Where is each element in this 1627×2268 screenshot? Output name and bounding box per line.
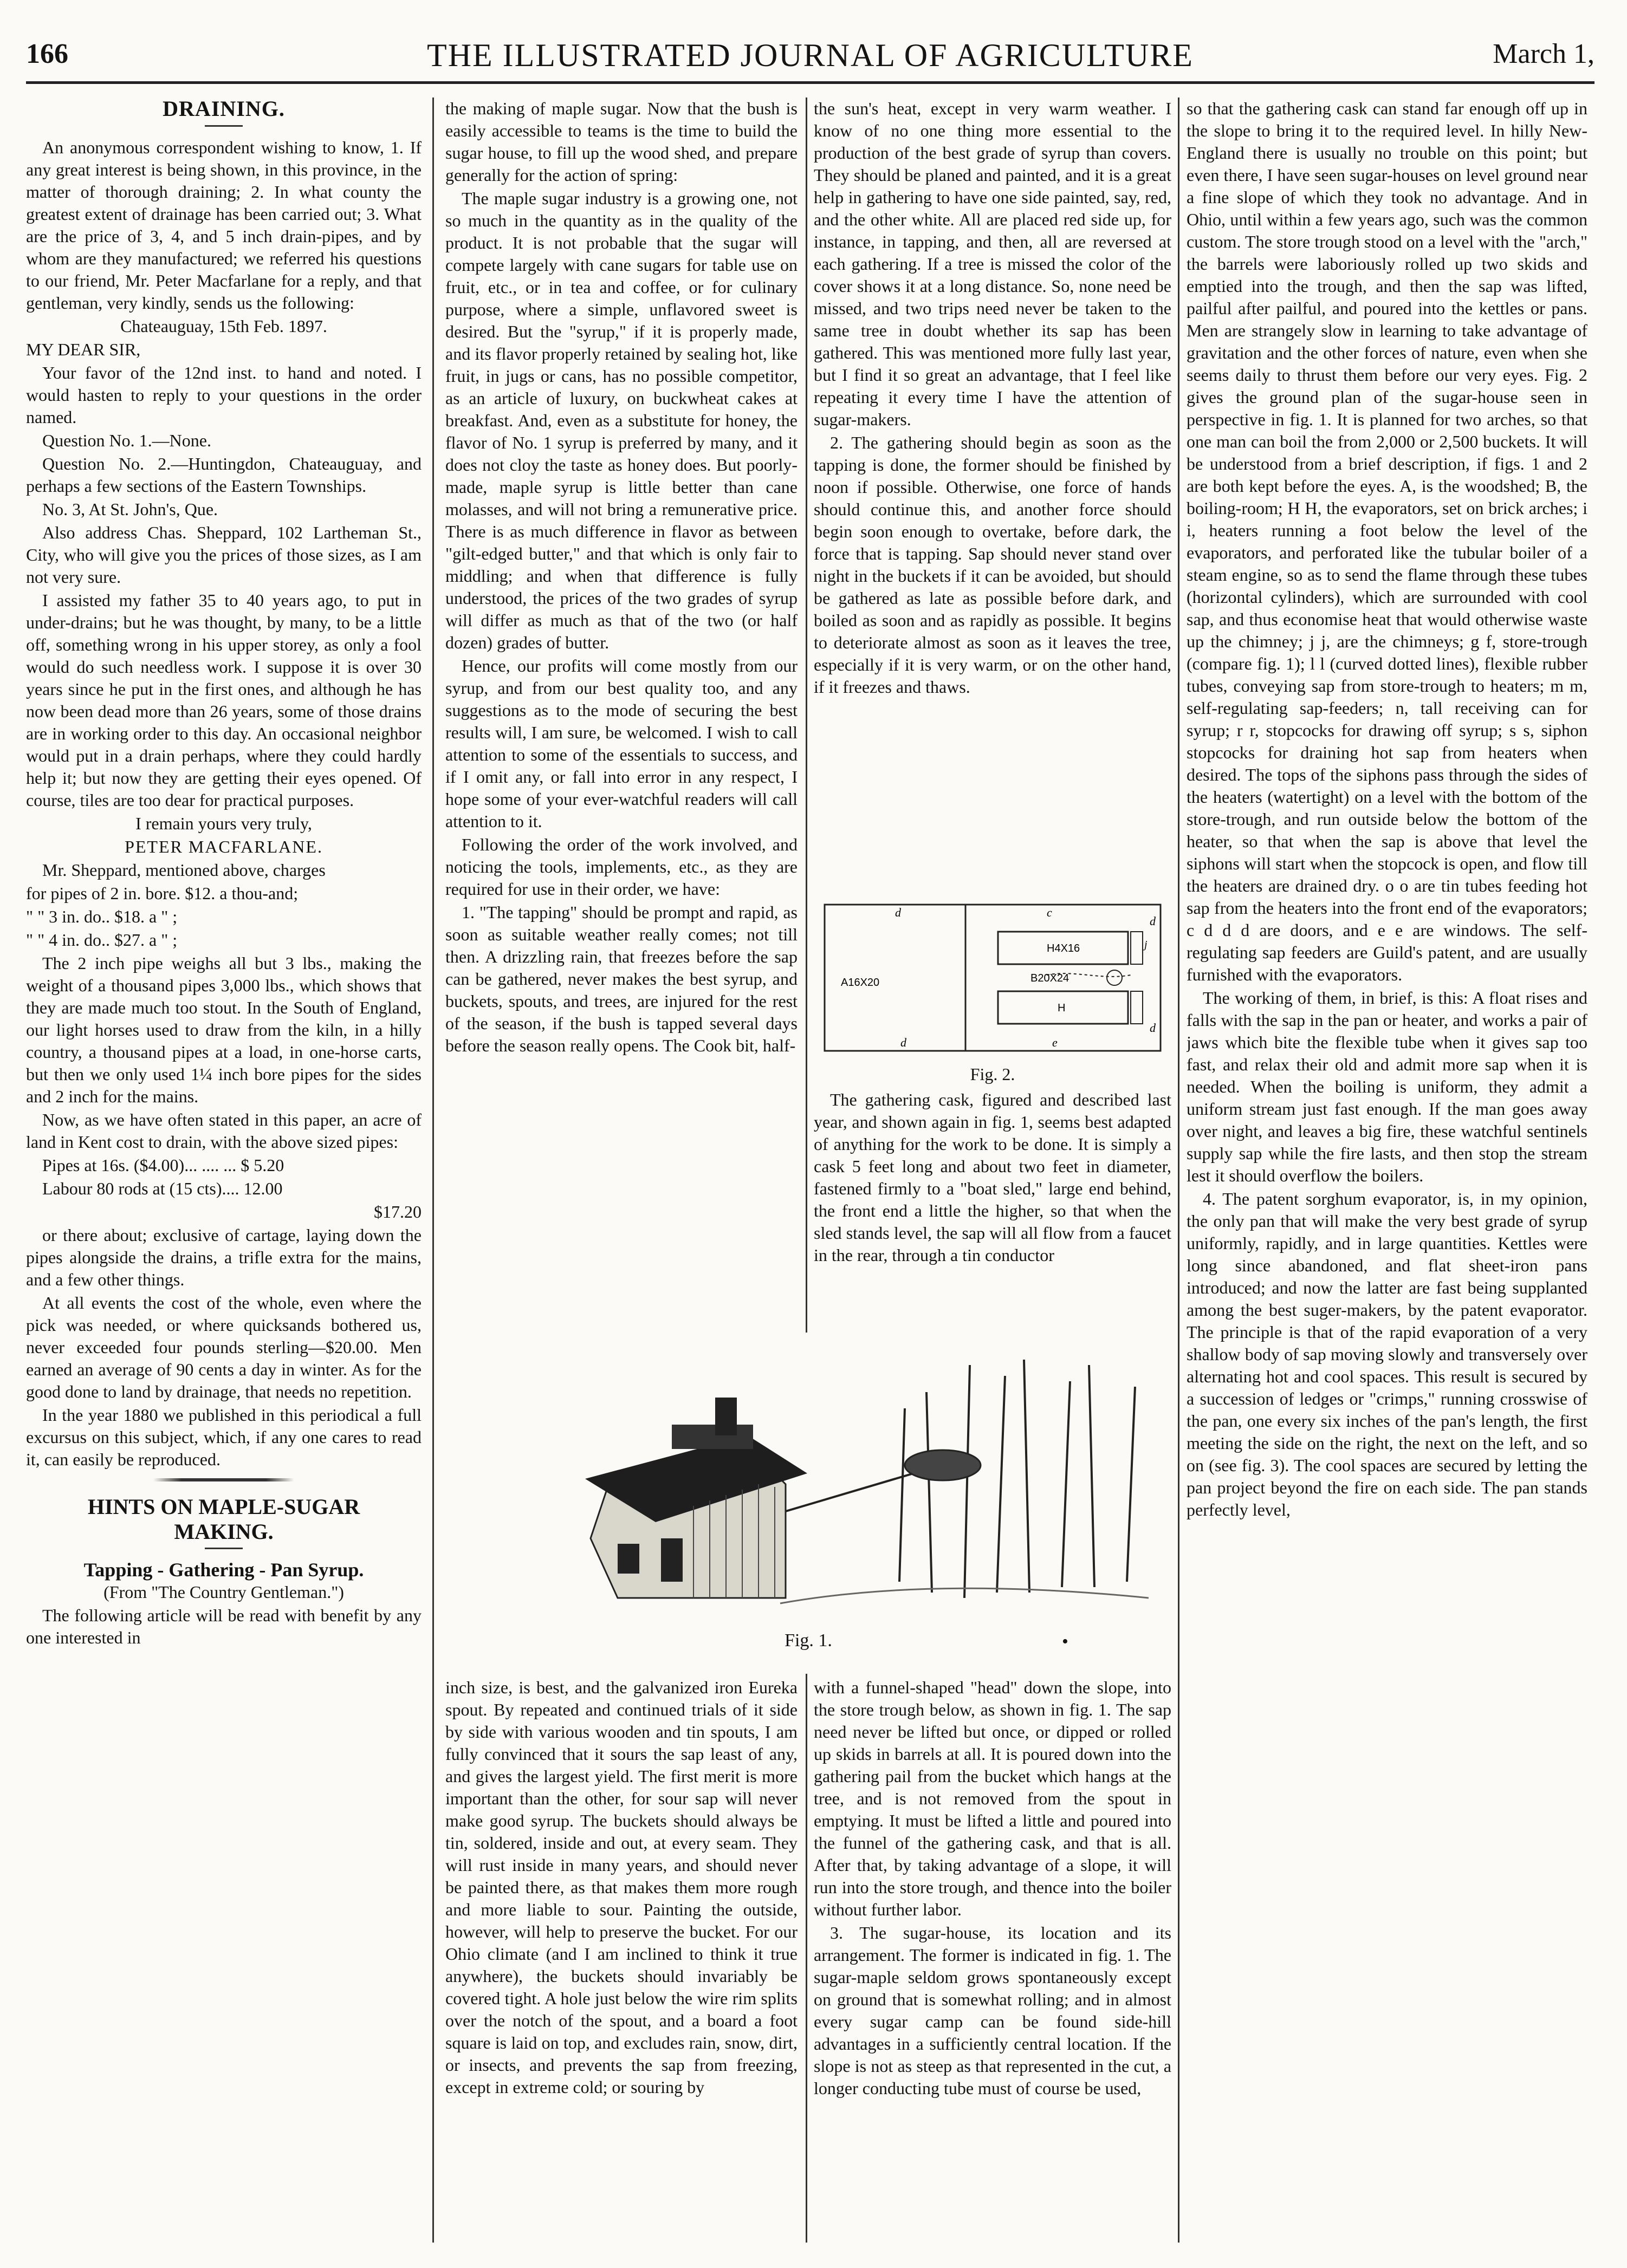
- answer-3: No. 3, At St. John's, Que.: [42, 499, 218, 519]
- paragraph: inch size, is best, and the galvanized iron Eureka spout. By repeated and continued trials of it side by side with various wooden and tin spouts, I am fully convinced that it sours the sap least of any, and gives the largest yield. The first merit is more important than the other, for sour sap will never make good syrup. The buckets should always be tin, soldered, inside and out, at every seam. They will rust inside in many years, and should never be painted there, as that makes them more rough and more liable to sour. Painting the outside, however, will help to preserve the bucket. For our Ohio climate (and I am inclined to think it true anywhere), the buckets should invariably be covered tight. A hole just below the wire rim splits over the notch of the spout, and a board a foot square is laid on top, and excludes rain, snow, dirt, or insects, and prevents the sap from freezing, except in extreme cold; or souring by: [445, 1678, 798, 2097]
- heater-lower: [1131, 991, 1143, 1024]
- label-door: d: [1150, 1021, 1156, 1035]
- label-woodshed: A16X20: [841, 977, 880, 989]
- column-rule: [1178, 98, 1179, 2243]
- dateline: Chateauguay, 15th Feb. 1897.: [120, 316, 327, 336]
- paragraph: The gathering cask, figured and described last year, and shown again in fig. 1, seems best adapted of anything for the work to be done. It is simply a cask 5 feet long and about two feet in diameter, fastened firmly to a "boat sled," large end behind, the front end a little the higher, so that when the sled stands level, the sap will all flow from a faucet in the rear, through a tin conductor: [814, 1090, 1171, 1265]
- cost-line: Labour 80 rods at (15 cts).... 12.00: [42, 1179, 283, 1198]
- label-evaporator: H: [1058, 1002, 1066, 1014]
- column-2: [445, 98, 798, 1343]
- letter-closing: I remain yours very truly,: [135, 814, 312, 833]
- paragraph: Hence, our profits will come mostly from our syrup, and from our best quality too, and any suggestions as to the mode of securing the best results will, I am sure, be welcomed. I wish to call attention to some of the essentials to success, and if I omit any, or fall into error in any respect, I hope some of your ever-watchful readers will call attention to it.: [445, 656, 798, 831]
- price-line: " " 3 in. do.. $18. a " ;: [26, 907, 178, 926]
- fig1-caption: Fig. 1.: [785, 1630, 832, 1650]
- answer-3-detail: Also address Chas. Sheppard, 102 Lartheman St., City, who will give you the prices of those sizes, as I am not very sure.: [26, 523, 422, 587]
- hints-source: (From "The Country Gentleman."): [103, 1582, 344, 1602]
- answer-2: Question No. 2.—Huntingdon, Chateauguay, and perhaps a few sections of the Eastern Townships.: [26, 454, 422, 496]
- column-3-middle: [814, 1089, 1171, 1360]
- syrup-can: [1107, 970, 1122, 985]
- door: [661, 1538, 683, 1582]
- price-list: [26, 882, 422, 951]
- fig2-ground-plan: [819, 899, 1166, 1062]
- hints-title-line: MAKING.: [174, 1519, 274, 1544]
- hints-subtitle: Tapping - Gathering - Pan Syrup.: [83, 1559, 364, 1581]
- column-3: [814, 98, 1171, 888]
- label-door: d: [895, 906, 901, 919]
- label-boiling-room: B20X24: [1030, 972, 1069, 984]
- heater-upper: [1131, 932, 1143, 964]
- paragraph: The following article will be read with benefit by any one interested in: [26, 1606, 422, 1647]
- column-rule: [806, 1674, 807, 2243]
- chimney: [715, 1398, 737, 1435]
- page-number: 166: [26, 38, 68, 69]
- paragraph: the sun's heat, except in very warm weather. I know of no one thing more essential to the production of the best grade of syrup than covers. They should be planed and painted, and it is a great help in gathering to have one side painted, say, red, and the other white. All are placed red side up, for instance, in tapping, and then, all are reversed at each gathering. If a tree is missed the color of the cover shows it at a long distance. So, none need be missed, and two trips need never be taken to the same tree in doubt whether its sap has been gathered. This was mentioned more fully last year, but I find it so great an advantage, that I feel like repeating it every time I have the attention of sugar-makers.: [814, 99, 1171, 429]
- title-rule: [205, 1548, 243, 1549]
- price-line: " " 4 in. do.. $27. a " ;: [26, 930, 178, 950]
- letter-signature: PETER MACFARLANE.: [125, 837, 323, 856]
- paragraph: 3. The sugar-house, its location and its arrangement. The former is indicated in fig. 1. The sugar-maple seldom grows spontaneously except on ground that is somewhat rolling; and in almost every sugar camp can be found side-hill advantages in a sufficiently central location. If the slope is not as steep as that represented in the cut, a longer conducting tube must of course be used,: [814, 1923, 1171, 2098]
- label-door: c: [1047, 906, 1052, 919]
- gathering-cask: [905, 1450, 981, 1480]
- paragraph: or there about; exclusive of cartage, laying down the pipes alongside the drains, a trifle extra for the mains, and a few other things.: [26, 1225, 422, 1289]
- paragraph: so that the gathering cask can stand far enough off up in the slope to bring it to the required level. In hilly New-England there is usually no trouble on this point; but even there, I have seen sugar-houses on level ground near a fine slope of which they took no advantage. And in Ohio, until within a few years ago, such was the common custom. The store trough stood on a level with the "arch," the barrels were laboriously rolled up two skids and emptied into the trough, and then the sap was lifted, pailful after pailful, and poured into the kettles or pans. Men are strangely slow in learning to take advantage of gravitation and the other forces of nature, even when she seems daily to thrust them before our very eyes. Fig. 2 gives the ground plan of the sugar-house seen in perspective in fig. 1. It is planned for two arches, so that one man can boil the from 2,000 or 2,500 buckets. It will be understood from a brief description, if figs. 1 and 2 are both kept before the eyes. A, is the woodshed; B, the boiling-room; H H, the evaporators, set on brick arches; i i, heaters running a foot below the level of the evaporators, and perforated like the tubular boiler of a steam engine, so as to send the flame through these tubes (horizontal cylinders), which are surrounded with cool sap, and thus economise heat that would otherwise waste up the chimney; j j, are the chimneys; g f, store-trough (compare fig. 1); l l (curved dotted lines), flexible rubber tubes, conveying sap from store-trough to heaters; m m, self-regulating sap-feeders; n, tall receiving can for syrup; r r, stopcocks for drawing off syrup; s s, siphon stopcocks for draining hot sap from heaters when desired. The tops of the siphons pass through the sides of the heaters (watertight) on a level with the bottom of the store-trough, and run outside below the bottom of the heater, so that when the sap is above that level the siphons will start when the stopcock is open, and flow till the heaters are drained dry. o o are tin tubes feeding hot sap from the heaters into the front end of the evaporators; c d d d are doors, and e e are windows. The self-regulating sap feeders are Guild's patent, and are usually furnished with the evaporators.: [1187, 99, 1587, 984]
- paragraph: Following the order of the work involved, and noticing the tools, implements, etc., as they are required for use in their order, we have:: [445, 835, 798, 899]
- conductor-trough: [786, 1468, 932, 1511]
- paragraph: Your favor of the 12nd inst. to hand and noted. I would hasten to reply to your questions in the order named.: [26, 363, 422, 427]
- paragraph: An anonymous correspondent wishing to know, 1. If any great interest is being shown, in this province, in the matter of thorough draining; 2. In what county the greatest extent of drainage has been carried out; 3. What are the price of 3, 4, and 5 inch drain-pipes, and by whom are they manufactured; we referred his questions to our friend, Mr. Peter Macfarlane for a reply, and that gentleman, very kindly, sends us the following:: [26, 138, 422, 313]
- section-divider: [153, 1478, 294, 1481]
- paragraph: with a funnel-shaped "head" down the slope, into the store trough below, as shown in fig. 1. The sap need never be lifted but once, or dipped or rolled up skids in barrels at all. It is poured down into the gathering pail from the bucket which hangs at the tree, and is not removed from the spout in emptying. It must be lifted a little and poured into the funnel of the gathering cask, and that is all. After that, by taking advantage of a slope, it will run into the store trough, and thence into the boiler without further labor.: [814, 1678, 1171, 1919]
- label-window: e: [1052, 1036, 1058, 1049]
- salutation: MY DEAR SIR,: [26, 340, 141, 359]
- journal-title: THE ILLUSTRATED JOURNAL OF AGRICULTURE: [427, 37, 1194, 73]
- label-chimney: j: [1144, 939, 1148, 951]
- paragraph: In the year 1880 we published in this periodical a full excursus on this subject, which, if any one cares to read it, can easily be reproduced.: [26, 1405, 422, 1469]
- column-rule: [806, 98, 807, 1333]
- paragraph: Now, as we have often stated in this paper, an acre of land in Kent cost to drain, with the above sized pipes:: [26, 1110, 422, 1152]
- label-evaporator: H4X16: [1047, 943, 1080, 954]
- window: [618, 1544, 639, 1574]
- label-door: d: [900, 1036, 906, 1049]
- paragraph: I assisted my father 35 to 40 years ago, to put in under-drains; but he was thought, by many, to be a little off, something wrong in his upper storey, as only a fool would do such needless work. I suppose it is over 30 years since he put in the first ones, and although he has now been dead more than 26 years, some of those drains are in working order to this day. An occasional neighbor would put in a drain perhaps, where they could hardly help it; but now they are getting their eyes opened. Of course, tiles are too dear for practical purposes.: [26, 590, 422, 810]
- cost-total: $17.20: [374, 1202, 422, 1221]
- column-rule: [432, 98, 434, 2243]
- price-line: for pipes of 2 in. bore. $12. a thou-and;: [26, 883, 299, 903]
- paragraph: At all events the cost of the whole, even where the pick was needed, or where quicksands bothered us, never exceeded four pounds sterling—$20.00. Men earned an average of 90 cents a day in winter. As for the good done to land by drainage, that needs no repetition.: [26, 1293, 422, 1401]
- column-2-bottom: [445, 1676, 798, 2243]
- paragraph: Mr. Sheppard, mentioned above, charges: [42, 860, 326, 880]
- title-rule: [205, 125, 243, 127]
- roof-ventilator: [672, 1425, 753, 1449]
- paragraph: the making of maple sugar. Now that the bush is easily accessible to teams is the time to build the sugar house, to fill up the wood shed, and prepare generally for the action of spring:: [445, 99, 798, 185]
- answer-1: Question No. 1.—None.: [42, 431, 211, 450]
- paragraph: The maple sugar industry is a growing one, not so much in the quantity as in the quality of the product. It is not probable that the sugar will compete largely with cane sugars for table use on fruit, etc., or in tea and coffee, or for culinary purpose, where a simple, unflavored sweet is desired. But the "syrup," if it is properly made, and its flavor properly retained by sealing hot, like fruit, in jugs or cans, has no possible competitor, as an article of luxury, on buckwheat cakes at breakfast. And, even as a substitute for honey, the flavor of No. 1 syrup is preferred by many, and it does not cloy the taste as honey does. But poorly-made, maple syrup is little better than cane molasses, and will not bring a remunerative price. There is as much difference in flavor as between "gilt-edged butter," and that which is only fair to middling; and when that difference is fully understood, the prices of the two grades of syrup will differ as much as that of the two (or half dozen) grades of butter.: [445, 189, 798, 652]
- cost-line: Pipes at 16s. ($4.00)... .... ... $ 5.20: [42, 1155, 284, 1175]
- column-4: [1187, 98, 1587, 2243]
- label-door: d: [1150, 914, 1156, 928]
- hints-title: [26, 1494, 422, 1544]
- fig2-caption: Fig. 2.: [970, 1064, 1015, 1084]
- paragraph: 1. "The tapping" should be prompt and rapid, as soon as suitable weather really comes; not till then. A drizzling rain, that freezes before the sap can be gathered, never makes the best syrup, and buckets, spouts, and trees, are injured for the rest of the season, if the bush is tapped several days before the season really opens. The Cook bit, half-: [445, 902, 798, 1055]
- paragraph: The working of them, in brief, is this: A float rises and falls with the sap in the pan or heater, and works a pair of jaws which bite the flexible tube when it gives sap too fast, and relax their old and admit more sap when it is needed. When the boiling is uniform, they admit a uniform stream just fast enough. If the man goes away over night, and leaves a big fire, these watchful sentinels supply sap while the fire lasts, and then stop the stream lest it should overflow the boilers.: [1187, 988, 1587, 1185]
- article-title: DRAINING.: [163, 98, 285, 121]
- page-header: [26, 33, 1594, 84]
- paragraph: The 2 inch pipe weighs all but 3 lbs., making the weight of a thousand pipes 3,000 lbs., which shows that they are made much too stout. In the South of England, our light horses used to draw from the kiln, in a hilly country, a thousand pipes at a load, in one-horse carts, but then we only used 1¼ inch bore pipes for the sides and 2 inch for the mains.: [26, 953, 422, 1106]
- column-3-bottom: [814, 1676, 1171, 2243]
- fig1-sugar-house-illustration: [553, 1343, 1159, 1625]
- paragraph: 4. The patent sorghum evaporator, is, in my opinion, the only pan that will make the very best grade of syrup uniformly, rapidly, and in large quantities. Kettles were long since abandoned, and flat sheet-iron pans introduced; and now the latter are fast being supplanted among the best suger-makers, by the patent evaporator. The principle is that of the rapid evaporation of a very shallow body of sap moving slowly and transversely over alternating hot and cool spaces. This result is secured by a succession of ledges or "crimps," running crosswise of the pan, one every six inches of the pan's length, the first meeting the side on the right, the next on the left, and so on (see fig. 3). The cool spaces are secured by letting the pan project beyond the fire on each side. The pan stands perfectly level,: [1187, 1189, 1587, 1519]
- paragraph: 2. The gathering should begin as soon as the tapping is done, the former should be finished by noon if possible. Otherwise, one force of hands should continue this, and another force should begin soon enough to overtake, before dark, the force that is tapping. Sap should never stand over night in the buckets if it can be avoided, but should be gathered as late as possible before dark, and boiled as soon and as rapidly as possible. It begins to deteriorate almost as soon as it leaves the tree, especially if it is very warm, or on the other hand, if it freezes and thaws.: [814, 433, 1171, 697]
- bullet-dot: •: [1062, 1632, 1068, 1652]
- column-1: [26, 98, 422, 2243]
- issue-date: March 1,: [1493, 38, 1594, 69]
- hints-title-line: HINTS ON MAPLE-SUGAR: [87, 1494, 360, 1519]
